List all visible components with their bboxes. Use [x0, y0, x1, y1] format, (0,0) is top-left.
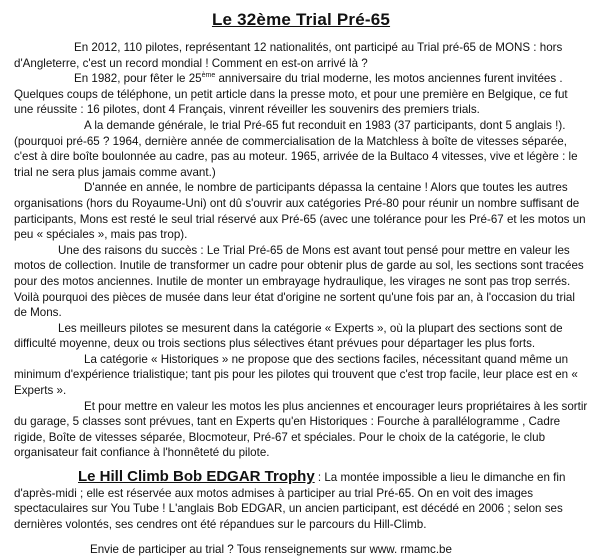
- paragraph-intro: En 2012, 110 pilotes, représentant 12 nationalités, ont participé au Trial pré-65 de MONS : hors d'Angleterre, c'est un record mondial ! Comment en est-on arrivé là ?: [14, 41, 563, 70]
- paragraph-hill-climb: [14, 469, 588, 532]
- hill-climb-heading: Le Hill Climb Bob EDGAR Trophy: [78, 468, 315, 486]
- contact-line: Envie de participer au trial ? Tous renseignements sur www. rmamc.be: [90, 543, 452, 557]
- hill-climb-separator: :: [314, 471, 325, 485]
- paragraph-success: Une des raisons du succès : Le Trial Pré-65 de Mons est avant tout pensé pour mettre en valeur les motos de collection. Inutile de transformer un cadre pour obtenir plus de garde au sol, les sections sont tracées pour des motos anciennes. Inutile de monter un embrayage hydraulique, les virages ne sont pas trop serrés. Voilà pourquoi des pièces de musée dans leur état d'origine ne sortent qu'une fois par an, à l'occasion du trial de Mons.: [14, 243, 584, 320]
- paragraph-growth: D'année en année, le nombre de participants dépassa la centaine ! Alors que toutes les autres organisations (hors du Royaume-Uni) ont dû s'ouvrir aux catégories Pré-80 pour réunir un nombre suffisant de participants, Mons est resté le seul trial réservé aux Pré-65 (avec une tolérance pour les Pré-67 et les motos un peu « spéciales », mais pas trop).: [14, 181, 586, 242]
- paragraph-historiques: La catégorie « Historiques » ne propose que des sections faciles, nécessitant quand même un minimum d'expérience trialistique; tant pis pour les pilotes qui trouvent que c'est trop facile, leur place est en « Experts ».: [14, 352, 578, 398]
- page-title: Le 32ème Trial Pré-65: [211, 10, 391, 29]
- paragraph-experts: Les meilleurs pilotes se mesurent dans la catégorie « Experts », où la plupart des sections sont de difficulté moyenne, deux ou trois sections plus sélectives étant prévues pour départager les plus forts.: [14, 321, 563, 351]
- paragraph-1982-text-b: anniversaire du trial moderne, les motos anciennes furent invitées . Quelques coups de téléphone, un petit article dans la presse moto, et pour une première en Belgique, ce fut une réussite : 16 pilotes, dont 4 Français, vinrent réveiller les souvenirs des premiers trials.: [14, 72, 568, 117]
- hill-climb-text: La montée impossible a lieu le dimanche en fin d'après-midi ; elle est réservée aux motos admises à participer au trial Pré-65. On en voit des images spectaculaires sur You Tube ! L'anglais Bob EDGAR, un ancien participant, est décédé en 2006 ; selon ses dernières volontés, ses cendres ont été répandues sur le parcours du Hill-Climb.: [14, 471, 566, 531]
- paragraph-1982: [14, 71, 588, 118]
- paragraph-1982-text-a: En 1982, pour fêter le 25: [74, 72, 202, 86]
- paragraph-classes: Et pour mettre en valeur les motos les plus anciennes et encourager leurs propriétaires à les sortir du garage, 5 classes sont prévues, tant en Experts qu'en Historiques : Fourche à parallélogramme , Cadre rigide, Boîte de vitesses séparée, Blocmoteur, Pré-67 et spéciales. Pour le choix de la catégorie, le club organisateur fait confiance à l'honnêteté du pilote.: [14, 399, 588, 460]
- paragraph-1983: A la demande générale, le trial Pré-65 fut reconduit en 1983 (37 participants, dont 5 anglais !). (pourquoi pré-65 ? 1964, dernière année de commercialisation de la Matchless à boîte de vitesses séparée, c'est à dire boîte boulonnée au cadre, pas au moteur. 1965, arrivée de la Bultaco 4 vitesses, vive et légère : le trial ne sera plus jamais comme avant.): [14, 118, 578, 179]
- superscript-eme: ème: [201, 72, 216, 80]
